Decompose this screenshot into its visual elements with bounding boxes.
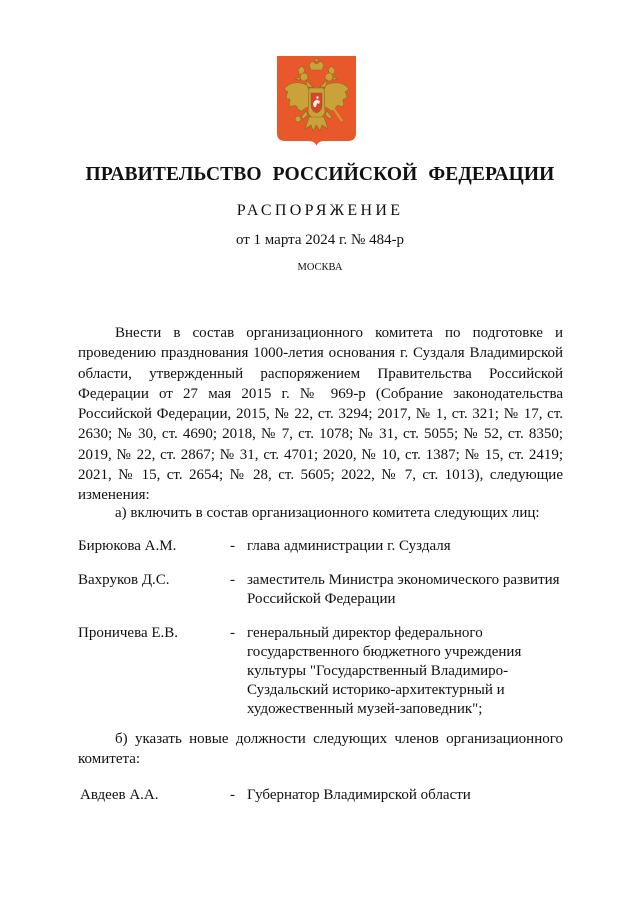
intro-paragraph — [78, 323, 563, 506]
member-dash: - — [230, 572, 235, 588]
document-type: РАСПОРЯЖЕНИЕ — [236, 202, 404, 219]
member-position: генеральный директор федерального государственного бюджетного учреждения культуры "Государственный Владимиро-Суздальский историко-архитектурный и художественный музей-заповедник"; — [247, 625, 522, 717]
russian-coat-of-arms-icon — [276, 55, 357, 146]
item-a-paragraph: а) включить в состав организационного комитета следующих лиц: — [115, 505, 540, 521]
item-b-paragraph: б) указать новые должности следующих членов организационного комитета: — [78, 731, 563, 768]
member-name: Бирюкова А.М. — [78, 538, 177, 554]
member-dash: - — [230, 625, 235, 641]
member-dash: - — [230, 538, 235, 554]
member-position: заместитель Министра экономического развития Российской Федерации — [247, 572, 560, 607]
document-date-number: от 1 марта 2024 г. № 484-р — [235, 232, 405, 248]
organization-title: ПРАВИТЕЛЬСТВО РОССИЙСКОЙ ФЕДЕРАЦИИ — [85, 164, 555, 185]
member-position: глава администрации г. Суздаля — [247, 538, 451, 554]
member-position: Губернатор Владимирской области — [247, 787, 471, 803]
member-name: Вахруков Д.С. — [78, 572, 170, 588]
intro-text: Внести в состав организационного комитета по подготовке и проведению празднования 1000-летия основания г. Суздаля Владимирской области, утвержденный распоряжением Правительства Российской Федерации от 27 мая 2015 г. № 969-р (Собрание законодательства Российской Федерации, 2015, № 22, ст. 3294; 2017, № 1, ст. 321; № 17, ст. 2630; № 30, ст. 4690; 2018, № 7, ст. 1078; № 31, ст. 5055; № 52, ст. 8350; 2019, № 22, ст. 2867; № 31, ст. 4701; 2020, № 10, ст. 1387; № 15, ст. 2419; 2021, № 15, ст. 2654; № 28, ст. 5605; 2022, № 7, ст. 1013), следующие изменения: — [78, 325, 563, 504]
member-dash: - — [230, 787, 235, 803]
member-name: Проничева Е.В. — [78, 625, 179, 641]
member-name: Авдеев А.А. — [80, 787, 159, 803]
document-city: МОСКВА — [297, 262, 343, 273]
